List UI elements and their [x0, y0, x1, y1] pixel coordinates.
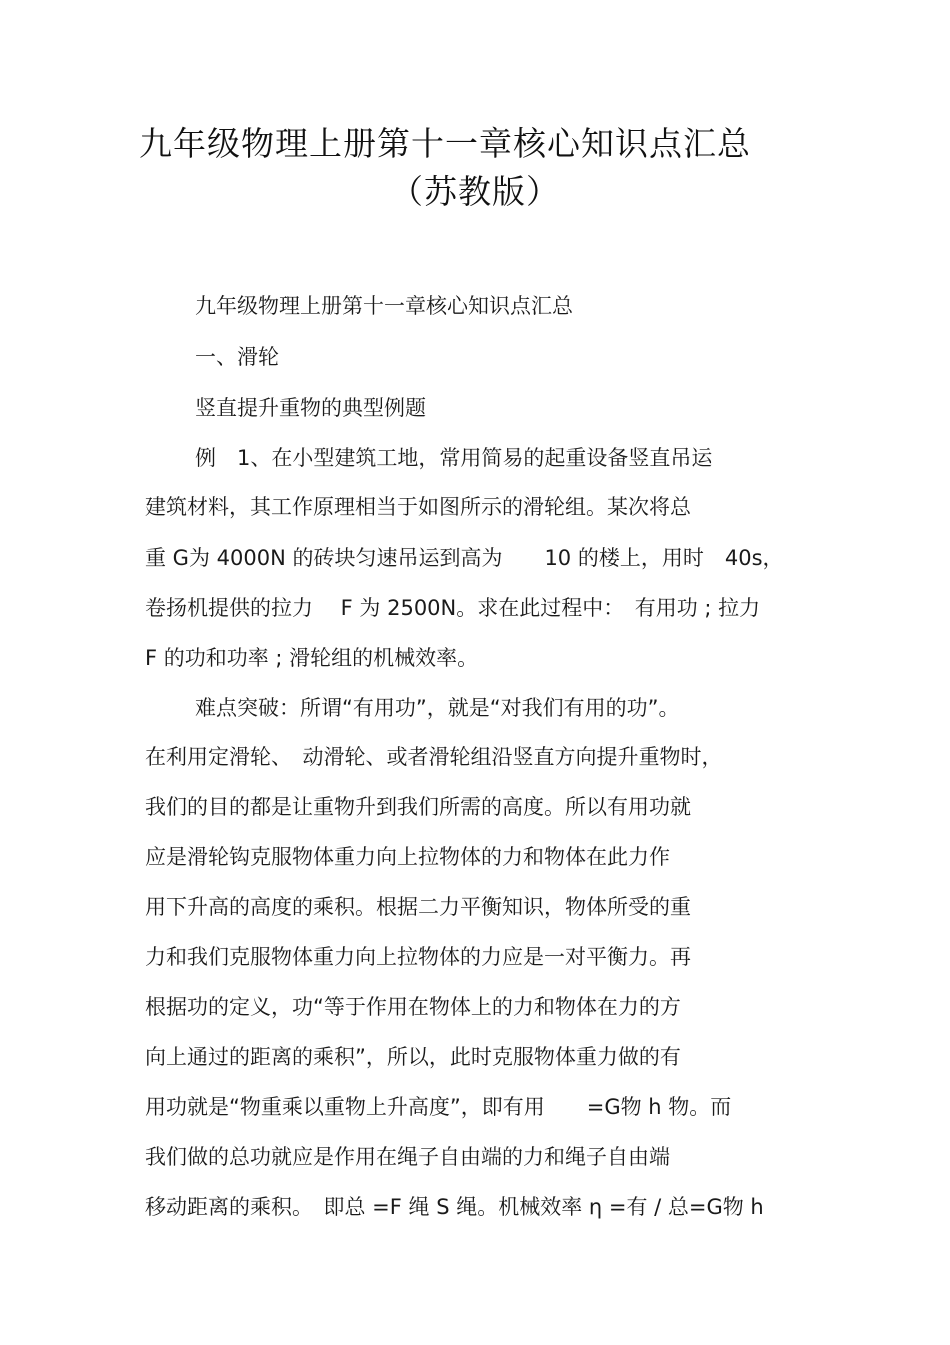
paragraph-line: 建筑材料，其工作原理相当于如图所示的滑轮组。某次将总	[145, 495, 691, 519]
document-subtitle: （苏教版）	[390, 172, 560, 211]
paragraph-line: 应是滑轮钩克服物体重力向上拉物体的力和物体在此力作	[145, 845, 670, 869]
paragraph-line: 例 1、在小型建筑工地，常用简易的起重设备竖直吊运	[195, 446, 713, 470]
section-title-pulley: 一、滑轮	[195, 345, 279, 369]
paragraph-line: 我们做的总功就应是作用在绳子自由端的力和绳子自由端	[145, 1145, 670, 1169]
paragraph-line: F 的功和功率 ; 滑轮组的机械效率。	[145, 646, 479, 670]
section-heading: 九年级物理上册第十一章核心知识点汇总	[195, 294, 573, 318]
paragraph-line: 难点突破：所谓“有用功”，就是“对我们有用的功”。	[195, 696, 680, 720]
paragraph-line: 卷扬机提供的拉力 F 为 2500N。求在此过程中： 有用功 ; 拉力	[145, 596, 761, 620]
paragraph-line: 根据功的定义，功“等于作用在物体上的力和物体在力的方	[145, 995, 681, 1019]
paragraph-line: 移动距离的乘积。 即总 =F 绳 S 绳。机械效率 η =有 / 总=G物 h	[145, 1195, 764, 1219]
paragraph-line: 向上通过的距离的乘积”，所以，此时克服物体重力做的有	[145, 1045, 681, 1069]
paragraph-line: 力和我们克服物体重力向上拉物体的力应是一对平衡力。再	[145, 945, 691, 969]
subsection-title: 竖直提升重物的典型例题	[195, 396, 426, 420]
paragraph-line: 用下升高的高度的乘积。根据二力平衡知识，物体所受的重	[145, 895, 691, 919]
paragraph-line: 用功就是“物重乘以重物上升高度”，即有用 =G物 h 物。而	[145, 1095, 732, 1119]
paragraph-line: 我们的目的都是让重物升到我们所需的高度。所以有用功就	[145, 795, 691, 819]
paragraph-line: 重 G为 4000N 的砖块匀速吊运到高为 10 的楼上，用时 40s，	[145, 546, 784, 570]
paragraph-line: 在利用定滑轮、 动滑轮、或者滑轮组沿竖直方向提升重物时，	[145, 745, 723, 769]
document-title: 九年级物理上册第十一章核心知识点汇总	[139, 124, 751, 163]
